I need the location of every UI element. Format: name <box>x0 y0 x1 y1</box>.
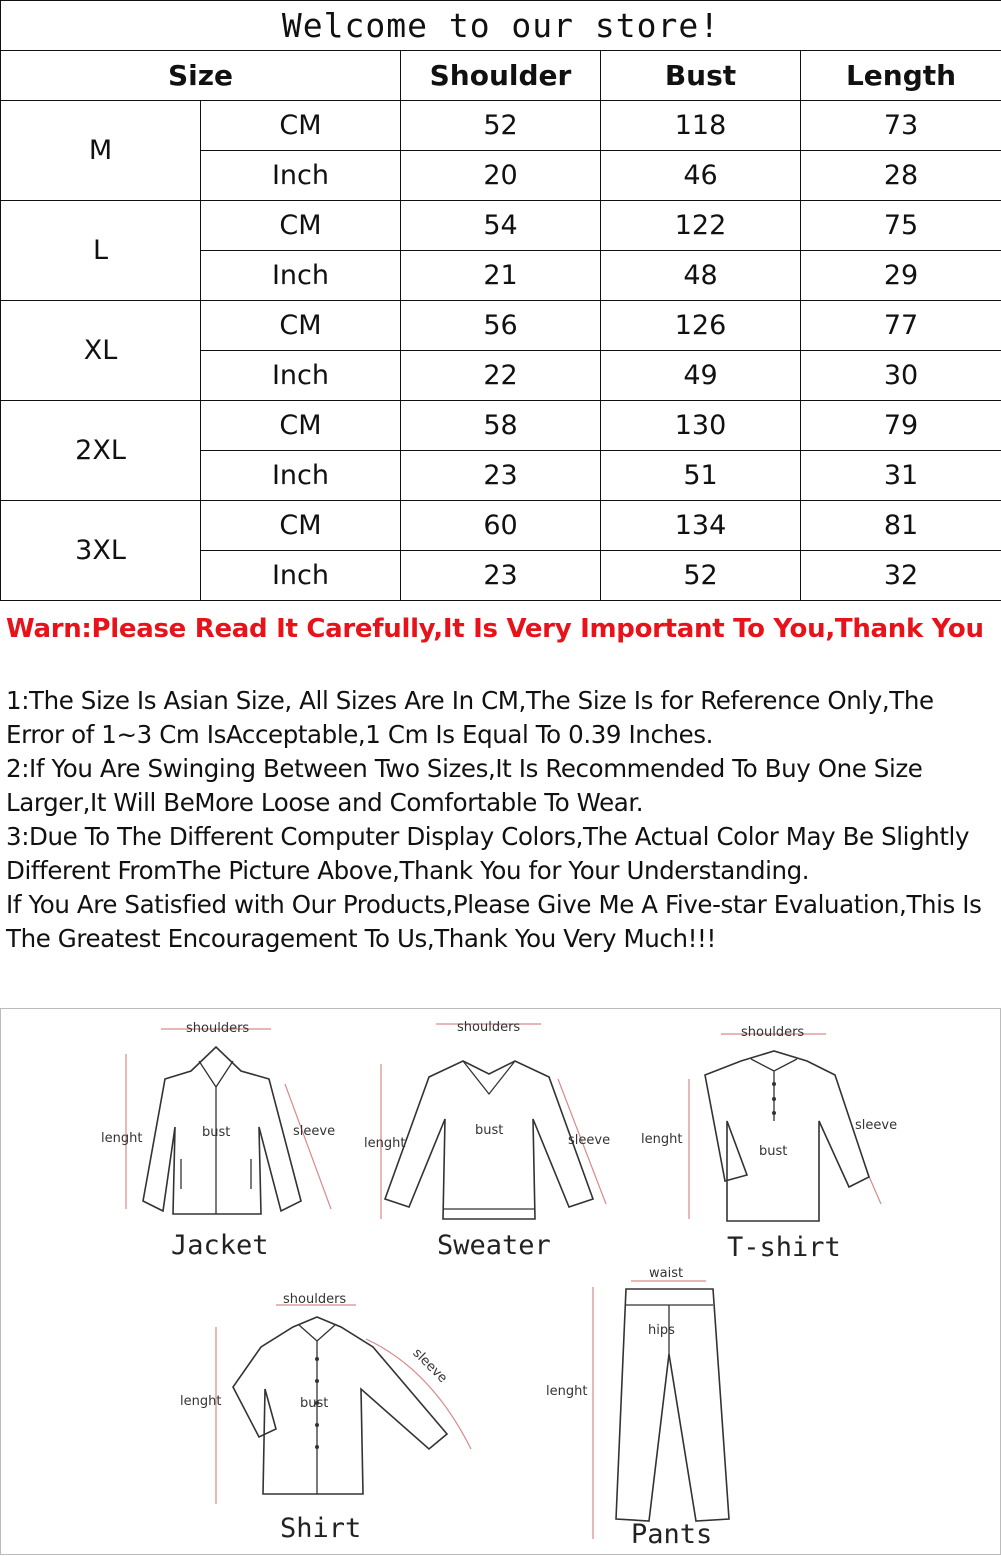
length-cell: 30 <box>801 351 1001 401</box>
sweater-bust-label: bust <box>475 1123 503 1138</box>
length-cell: 28 <box>801 151 1001 201</box>
header-size: Size <box>1 51 401 101</box>
pants-waist-label: waist <box>649 1266 683 1281</box>
note-item: If You Are Satisfied with Our Products,Please Give Me A Five-star Evaluation,This Is The Greatest Encouragement To Us,Thank You Very Much!!! <box>6 888 996 956</box>
size-table <box>0 0 1001 601</box>
bust-cell: 126 <box>601 301 801 351</box>
bust-cell: 51 <box>601 451 801 501</box>
jacket-sleeve-label: sleeve <box>293 1124 335 1139</box>
warning-text: Warn:Please Read It Carefully,It Is Very Important To You,Thank You <box>6 614 996 644</box>
shoulder-cell: 23 <box>401 451 601 501</box>
unit-cell: Inch <box>201 251 401 301</box>
table-row <box>1 201 1001 251</box>
sweater-sleeve-label: sleeve <box>568 1133 610 1148</box>
shirt-length-label: lenght <box>180 1394 221 1409</box>
note-item: 3:Due To The Different Computer Display Colors,The Actual Color May Be Slightly Different FromThe Picture Above,Thank You for Your Understanding. <box>6 820 996 888</box>
tshirt-diagram <box>641 1025 897 1263</box>
table-row <box>1 401 1001 451</box>
size-label: 2XL <box>1 401 201 501</box>
unit-cell: CM <box>201 401 401 451</box>
tshirt-name: T-shirt <box>727 1232 841 1263</box>
bust-cell: 48 <box>601 251 801 301</box>
shoulder-cell: 20 <box>401 151 601 201</box>
table-row <box>1 101 1001 151</box>
sweater-length-label: lenght <box>364 1136 405 1151</box>
store-title: Welcome to our store! <box>1 1 1001 51</box>
tshirt-sleeve-label: sleeve <box>855 1118 897 1133</box>
bust-cell: 134 <box>601 501 801 551</box>
garment-diagrams <box>1 1009 1001 1556</box>
header-length: Length <box>801 51 1001 101</box>
size-label: 3XL <box>1 501 201 601</box>
length-cell: 75 <box>801 201 1001 251</box>
shoulder-cell: 54 <box>401 201 601 251</box>
shirt-bust-label: bust <box>300 1396 328 1411</box>
sweater-name: Sweater <box>437 1230 551 1261</box>
size-label: M <box>1 101 201 201</box>
length-cell: 79 <box>801 401 1001 451</box>
pants-name: Pants <box>631 1519 712 1550</box>
garment-diagram-panel <box>0 1008 1001 1555</box>
note-item: 1:The Size Is Asian Size, All Sizes Are In CM,The Size Is for Reference Only,The Error of 1~3 Cm IsAcceptable,1 Cm Is Equal To 0.39 Inches. <box>6 684 996 752</box>
bust-cell: 122 <box>601 201 801 251</box>
note-item: 2:If You Are Swinging Between Two Sizes,It Is Recommended To Buy One Size Larger,It Will BeMore Loose and Comfortable To Wear. <box>6 752 996 820</box>
header-shoulder: Shoulder <box>401 51 601 101</box>
shoulder-cell: 23 <box>401 551 601 601</box>
shirt-diagram <box>180 1292 471 1544</box>
unit-cell: CM <box>201 501 401 551</box>
bust-cell: 118 <box>601 101 801 151</box>
length-cell: 32 <box>801 551 1001 601</box>
unit-cell: CM <box>201 301 401 351</box>
size-label: L <box>1 201 201 301</box>
unit-cell: Inch <box>201 151 401 201</box>
unit-cell: CM <box>201 101 401 151</box>
jacket-length-label: lenght <box>101 1131 142 1146</box>
table-title-row <box>1 1 1001 51</box>
shirt-name: Shirt <box>280 1513 361 1544</box>
length-cell: 29 <box>801 251 1001 301</box>
sweater-shoulders-label: shoulders <box>457 1020 520 1035</box>
jacket-bust-label: bust <box>202 1125 230 1140</box>
tshirt-shoulders-label: shoulders <box>741 1025 804 1040</box>
length-cell: 77 <box>801 301 1001 351</box>
pants-diagram <box>546 1266 729 1550</box>
bust-cell: 49 <box>601 351 801 401</box>
shoulder-cell: 58 <box>401 401 601 451</box>
size-label: XL <box>1 301 201 401</box>
table-row <box>1 301 1001 351</box>
shoulder-cell: 52 <box>401 101 601 151</box>
unit-cell: Inch <box>201 451 401 501</box>
notes-block <box>6 684 996 956</box>
tshirt-length-label: lenght <box>641 1132 682 1147</box>
shoulder-cell: 22 <box>401 351 601 401</box>
header-bust: Bust <box>601 51 801 101</box>
shoulder-cell: 21 <box>401 251 601 301</box>
length-cell: 81 <box>801 501 1001 551</box>
bust-cell: 46 <box>601 151 801 201</box>
tshirt-bust-label: bust <box>759 1144 787 1159</box>
sweater-diagram <box>364 1020 610 1261</box>
length-cell: 31 <box>801 451 1001 501</box>
bust-cell: 130 <box>601 401 801 451</box>
unit-cell: Inch <box>201 551 401 601</box>
shirt-shoulders-label: shoulders <box>283 1292 346 1307</box>
shoulder-cell: 60 <box>401 501 601 551</box>
unit-cell: Inch <box>201 351 401 401</box>
bust-cell: 52 <box>601 551 801 601</box>
table-row <box>1 501 1001 551</box>
pants-hips-label: hips <box>648 1323 675 1338</box>
length-cell: 73 <box>801 101 1001 151</box>
pants-length-label: lenght <box>546 1384 587 1399</box>
table-header-row <box>1 51 1001 101</box>
jacket-diagram <box>101 1021 335 1261</box>
jacket-shoulders-label: shoulders <box>186 1021 249 1036</box>
unit-cell: CM <box>201 201 401 251</box>
shoulder-cell: 56 <box>401 301 601 351</box>
shirt-sleeve-label: sleeve <box>410 1346 450 1386</box>
jacket-name: Jacket <box>171 1230 269 1261</box>
